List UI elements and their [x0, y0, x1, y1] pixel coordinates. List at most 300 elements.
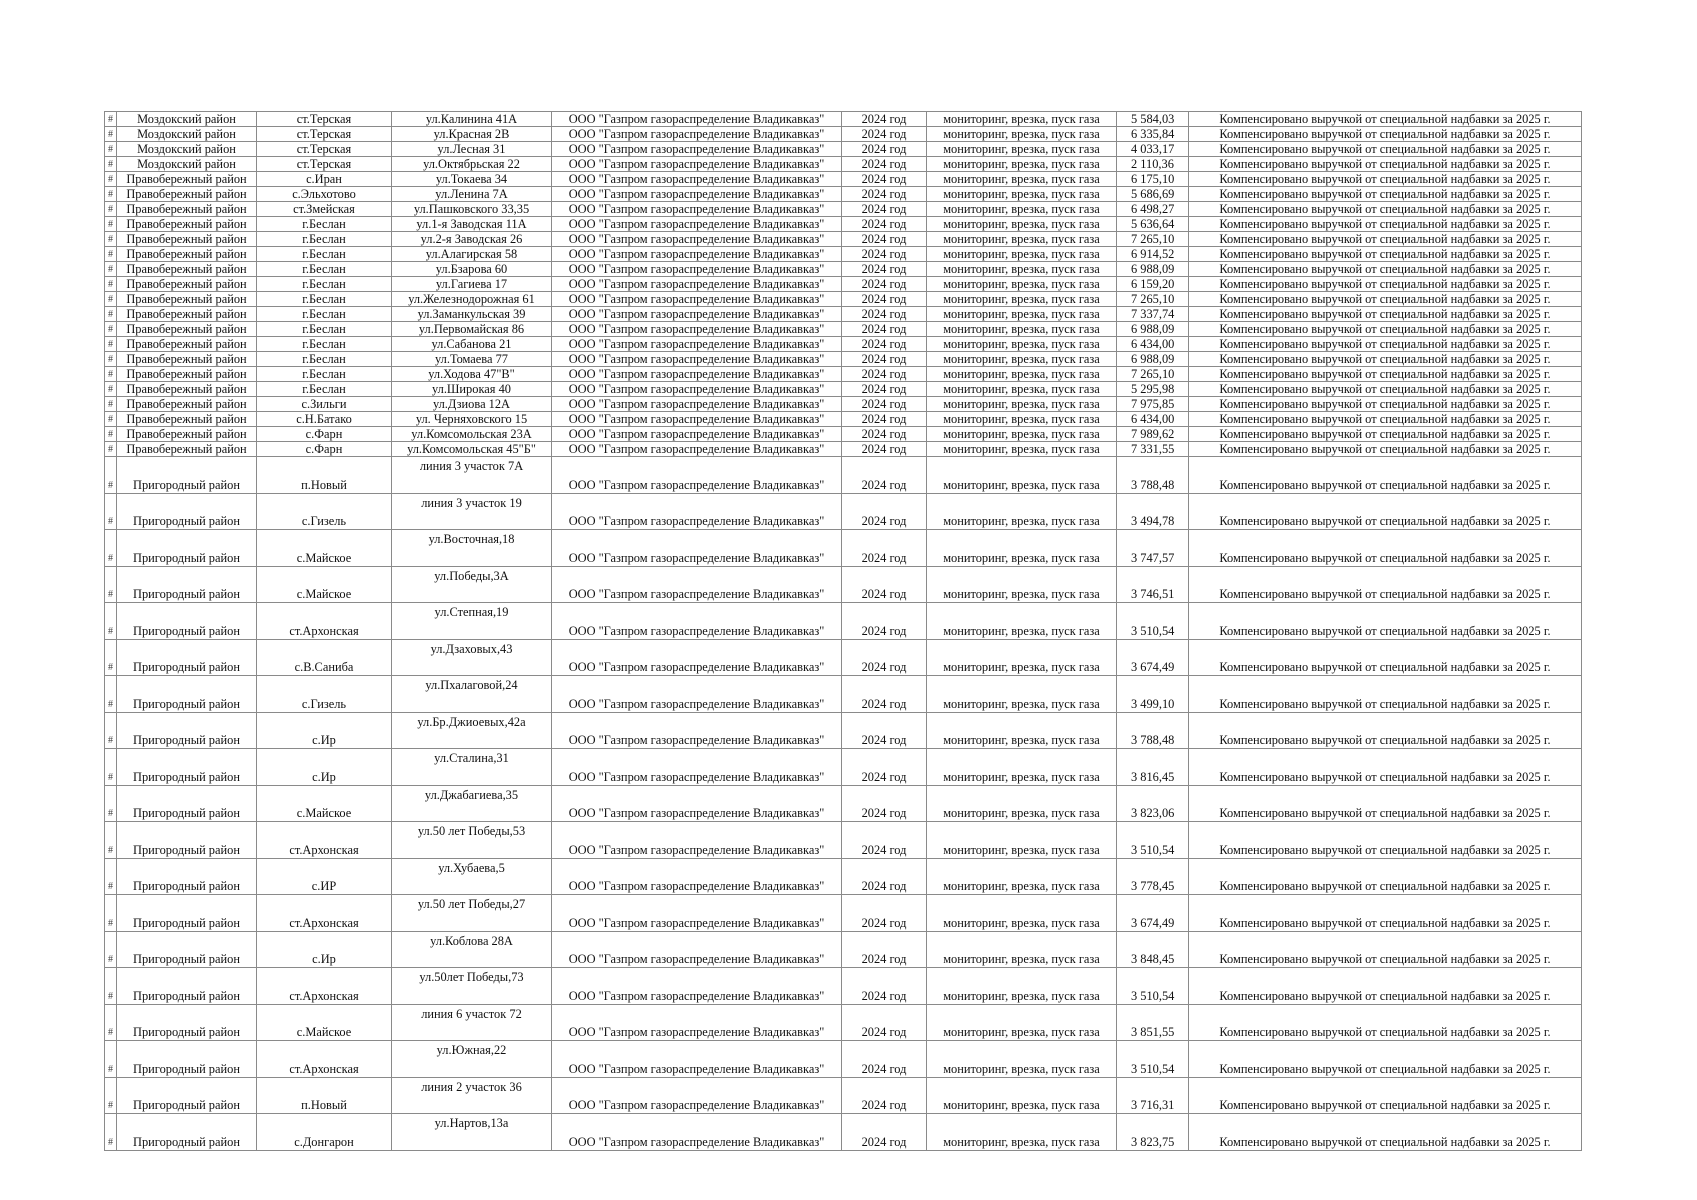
works-cell: мониторинг, врезка, пуск газа	[927, 1114, 1117, 1151]
works-cell: мониторинг, врезка, пуск газа	[927, 931, 1117, 968]
works-cell: мониторинг, врезка, пуск газа	[927, 337, 1117, 352]
locality-cell: г.Беслан	[257, 307, 392, 322]
locality-cell: г.Беслан	[257, 322, 392, 337]
locality-cell: с.Иран	[257, 172, 392, 187]
works-cell: мониторинг, врезка, пуск газа	[927, 639, 1117, 676]
locality-cell: с.ИР	[257, 858, 392, 895]
locality-cell: г.Беслан	[257, 382, 392, 397]
district-cell: Правобережный район	[117, 247, 257, 262]
works-cell: мониторинг, врезка, пуск газа	[927, 566, 1117, 603]
funding-source-cell: Компенсировано выручкой от специальной надбавки за 2025 г.	[1189, 676, 1582, 713]
district-cell: Пригородный район	[117, 968, 257, 1005]
organization-cell: ООО "Газпром газораспределение Владикавказ"	[552, 457, 842, 494]
district-cell: Пригородный район	[117, 712, 257, 749]
table-row	[105, 247, 1582, 262]
funding-source-cell: Компенсировано выручкой от специальной надбавки за 2025 г.	[1189, 1041, 1582, 1078]
table-row	[105, 712, 1582, 749]
organization-cell: ООО "Газпром газораспределение Владикавказ"	[552, 968, 842, 1005]
organization-cell: ООО "Газпром газораспределение Владикавказ"	[552, 397, 842, 412]
row-marker: #	[105, 493, 117, 530]
organization-cell: ООО "Газпром газораспределение Владикавказ"	[552, 337, 842, 352]
district-cell: Правобережный район	[117, 202, 257, 217]
amount-cell: 3 788,48	[1117, 457, 1189, 494]
district-cell: Правобережный район	[117, 262, 257, 277]
locality-cell: с.Фарн	[257, 442, 392, 457]
funding-source-cell: Компенсировано выручкой от специальной надбавки за 2025 г.	[1189, 566, 1582, 603]
amount-cell: 3 816,45	[1117, 749, 1189, 786]
district-cell: Пригородный район	[117, 639, 257, 676]
row-marker: #	[105, 172, 117, 187]
funding-source-cell: Компенсировано выручкой от специальной надбавки за 2025 г.	[1189, 202, 1582, 217]
district-cell: Пригородный район	[117, 822, 257, 859]
organization-cell: ООО "Газпром газораспределение Владикавказ"	[552, 1077, 842, 1114]
address-cell: ул.Бр.Джиоевых,42а	[392, 712, 552, 749]
works-cell: мониторинг, врезка, пуск газа	[927, 412, 1117, 427]
works-cell: мониторинг, врезка, пуск газа	[927, 112, 1117, 127]
year-cell: 2024 год	[842, 202, 927, 217]
amount-cell: 5 295,98	[1117, 382, 1189, 397]
amount-cell: 3 823,75	[1117, 1114, 1189, 1151]
amount-cell: 3 510,54	[1117, 1041, 1189, 1078]
row-marker: #	[105, 1004, 117, 1041]
organization-cell: ООО "Газпром газораспределение Владикавказ"	[552, 112, 842, 127]
table-row	[105, 172, 1582, 187]
works-cell: мониторинг, врезка, пуск газа	[927, 1041, 1117, 1078]
year-cell: 2024 год	[842, 1077, 927, 1114]
table-row	[105, 566, 1582, 603]
locality-cell: г.Беслан	[257, 277, 392, 292]
works-cell: мониторинг, врезка, пуск газа	[927, 367, 1117, 382]
funding-source-cell: Компенсировано выручкой от специальной надбавки за 2025 г.	[1189, 968, 1582, 1005]
amount-cell: 7 337,74	[1117, 307, 1189, 322]
locality-cell: с.Майское	[257, 566, 392, 603]
locality-cell: г.Беслан	[257, 247, 392, 262]
amount-cell: 3 716,31	[1117, 1077, 1189, 1114]
address-cell: ул.Заманкульская 39	[392, 307, 552, 322]
organization-cell: ООО "Газпром газораспределение Владикавказ"	[552, 232, 842, 247]
row-marker: #	[105, 352, 117, 367]
amount-cell: 7 975,85	[1117, 397, 1189, 412]
row-marker: #	[105, 127, 117, 142]
works-cell: мониторинг, врезка, пуск газа	[927, 530, 1117, 567]
amount-cell: 6 335,84	[1117, 127, 1189, 142]
district-cell: Правобережный район	[117, 217, 257, 232]
table-row	[105, 603, 1582, 640]
works-cell: мониторинг, врезка, пуск газа	[927, 968, 1117, 1005]
year-cell: 2024 год	[842, 157, 927, 172]
funding-source-cell: Компенсировано выручкой от специальной надбавки за 2025 г.	[1189, 292, 1582, 307]
works-cell: мониторинг, врезка, пуск газа	[927, 822, 1117, 859]
address-cell: ул.Пхалаговой,24	[392, 676, 552, 713]
amount-cell: 5 584,03	[1117, 112, 1189, 127]
year-cell: 2024 год	[842, 187, 927, 202]
address-cell: линия 6 участок 72	[392, 1004, 552, 1041]
amount-cell: 5 636,64	[1117, 217, 1189, 232]
funding-source-cell: Компенсировано выручкой от специальной надбавки за 2025 г.	[1189, 895, 1582, 932]
row-marker: #	[105, 1077, 117, 1114]
locality-cell: с.Гизель	[257, 676, 392, 713]
table-row	[105, 530, 1582, 567]
organization-cell: ООО "Газпром газораспределение Владикавказ"	[552, 493, 842, 530]
organization-cell: ООО "Газпром газораспределение Владикавказ"	[552, 442, 842, 457]
address-cell: ул.Широкая 40	[392, 382, 552, 397]
row-marker: #	[105, 968, 117, 1005]
table-row	[105, 1004, 1582, 1041]
funding-source-cell: Компенсировано выручкой от специальной надбавки за 2025 г.	[1189, 367, 1582, 382]
locality-cell: ст.Архонская	[257, 1041, 392, 1078]
year-cell: 2024 год	[842, 895, 927, 932]
amount-cell: 7 989,62	[1117, 427, 1189, 442]
district-cell: Правобережный район	[117, 277, 257, 292]
table-row	[105, 493, 1582, 530]
district-cell: Правобережный район	[117, 232, 257, 247]
organization-cell: ООО "Газпром газораспределение Владикавказ"	[552, 895, 842, 932]
table-row	[105, 931, 1582, 968]
funding-source-cell: Компенсировано выручкой от специальной надбавки за 2025 г.	[1189, 262, 1582, 277]
district-cell: Пригородный район	[117, 530, 257, 567]
table-row	[105, 202, 1582, 217]
locality-cell: г.Беслан	[257, 352, 392, 367]
table-row	[105, 412, 1582, 427]
district-cell: Пригородный район	[117, 1114, 257, 1151]
works-cell: мониторинг, врезка, пуск газа	[927, 1004, 1117, 1041]
funding-source-cell: Компенсировано выручкой от специальной надбавки за 2025 г.	[1189, 442, 1582, 457]
funding-source-cell: Компенсировано выручкой от специальной надбавки за 2025 г.	[1189, 931, 1582, 968]
table-row	[105, 157, 1582, 172]
district-cell: Пригородный район	[117, 785, 257, 822]
address-cell: ул.Сабанова 21	[392, 337, 552, 352]
district-cell: Правобережный район	[117, 337, 257, 352]
works-cell: мониторинг, врезка, пуск газа	[927, 749, 1117, 786]
district-cell: Правобережный район	[117, 382, 257, 397]
works-cell: мониторинг, врезка, пуск газа	[927, 712, 1117, 749]
funding-source-cell: Компенсировано выручкой от специальной надбавки за 2025 г.	[1189, 603, 1582, 640]
year-cell: 2024 год	[842, 530, 927, 567]
organization-cell: ООО "Газпром газораспределение Владикавказ"	[552, 676, 842, 713]
organization-cell: ООО "Газпром газораспределение Владикавказ"	[552, 749, 842, 786]
amount-cell: 3 848,45	[1117, 931, 1189, 968]
year-cell: 2024 год	[842, 352, 927, 367]
amount-cell: 3 510,54	[1117, 968, 1189, 1005]
locality-cell: с.Майское	[257, 785, 392, 822]
district-cell: Пригородный район	[117, 749, 257, 786]
district-cell: Моздокский район	[117, 157, 257, 172]
organization-cell: ООО "Газпром газораспределение Владикавказ"	[552, 639, 842, 676]
funding-source-cell: Компенсировано выручкой от специальной надбавки за 2025 г.	[1189, 232, 1582, 247]
year-cell: 2024 год	[842, 1114, 927, 1151]
organization-cell: ООО "Газпром газораспределение Владикавказ"	[552, 1041, 842, 1078]
table-row	[105, 427, 1582, 442]
organization-cell: ООО "Газпром газораспределение Владикавказ"	[552, 530, 842, 567]
district-cell: Правобережный район	[117, 187, 257, 202]
year-cell: 2024 год	[842, 217, 927, 232]
locality-cell: г.Беслан	[257, 367, 392, 382]
amount-cell: 3 851,55	[1117, 1004, 1189, 1041]
organization-cell: ООО "Газпром газораспределение Владикавказ"	[552, 712, 842, 749]
address-cell: ул.Дзаховых,43	[392, 639, 552, 676]
locality-cell: г.Беслан	[257, 292, 392, 307]
funding-source-cell: Компенсировано выручкой от специальной надбавки за 2025 г.	[1189, 187, 1582, 202]
district-cell: Моздокский район	[117, 127, 257, 142]
district-cell: Правобережный район	[117, 307, 257, 322]
row-marker: #	[105, 157, 117, 172]
works-cell: мониторинг, врезка, пуск газа	[927, 785, 1117, 822]
row-marker: #	[105, 822, 117, 859]
row-marker: #	[105, 457, 117, 494]
address-cell: ул. Черняховского 15	[392, 412, 552, 427]
locality-cell: г.Беслан	[257, 217, 392, 232]
district-cell: Правобережный район	[117, 292, 257, 307]
district-cell: Пригородный район	[117, 931, 257, 968]
year-cell: 2024 год	[842, 566, 927, 603]
district-cell: Пригородный район	[117, 603, 257, 640]
table-row	[105, 112, 1582, 127]
address-cell: ул.Джабагиева,35	[392, 785, 552, 822]
year-cell: 2024 год	[842, 127, 927, 142]
locality-cell: г.Беслан	[257, 232, 392, 247]
locality-cell: с.Ир	[257, 931, 392, 968]
year-cell: 2024 год	[842, 382, 927, 397]
address-cell: ул.Коблова 28А	[392, 931, 552, 968]
funding-source-cell: Компенсировано выручкой от специальной надбавки за 2025 г.	[1189, 352, 1582, 367]
address-cell: ул.1-я Заводская 11А	[392, 217, 552, 232]
table-row	[105, 322, 1582, 337]
funding-source-cell: Компенсировано выручкой от специальной надбавки за 2025 г.	[1189, 1077, 1582, 1114]
amount-cell: 3 674,49	[1117, 895, 1189, 932]
table-row	[105, 352, 1582, 367]
works-cell: мониторинг, врезка, пуск газа	[927, 1077, 1117, 1114]
row-marker: #	[105, 785, 117, 822]
year-cell: 2024 год	[842, 232, 927, 247]
year-cell: 2024 год	[842, 493, 927, 530]
locality-cell: г.Беслан	[257, 337, 392, 352]
row-marker: #	[105, 1041, 117, 1078]
organization-cell: ООО "Газпром газораспределение Владикавказ"	[552, 382, 842, 397]
table-row	[105, 262, 1582, 277]
district-cell: Правобережный район	[117, 427, 257, 442]
organization-cell: ООО "Газпром газораспределение Владикавказ"	[552, 412, 842, 427]
locality-cell: ст.Змейская	[257, 202, 392, 217]
works-cell: мониторинг, врезка, пуск газа	[927, 142, 1117, 157]
row-marker: #	[105, 397, 117, 412]
table-row	[105, 277, 1582, 292]
organization-cell: ООО "Газпром газораспределение Владикавказ"	[552, 247, 842, 262]
funding-source-cell: Компенсировано выручкой от специальной надбавки за 2025 г.	[1189, 157, 1582, 172]
row-marker: #	[105, 142, 117, 157]
address-cell: ул.Красная 2В	[392, 127, 552, 142]
row-marker: #	[105, 712, 117, 749]
locality-cell: ст.Терская	[257, 127, 392, 142]
organization-cell: ООО "Газпром газораспределение Владикавказ"	[552, 127, 842, 142]
year-cell: 2024 год	[842, 1004, 927, 1041]
organization-cell: ООО "Газпром газораспределение Владикавказ"	[552, 367, 842, 382]
year-cell: 2024 год	[842, 639, 927, 676]
organization-cell: ООО "Газпром газораспределение Владикавказ"	[552, 1114, 842, 1151]
table-row	[105, 676, 1582, 713]
locality-cell: ст.Архонская	[257, 603, 392, 640]
row-marker: #	[105, 931, 117, 968]
funding-source-cell: Компенсировано выручкой от специальной надбавки за 2025 г.	[1189, 382, 1582, 397]
year-cell: 2024 год	[842, 785, 927, 822]
works-cell: мониторинг, врезка, пуск газа	[927, 262, 1117, 277]
locality-cell: ст.Терская	[257, 112, 392, 127]
year-cell: 2024 год	[842, 457, 927, 494]
amount-cell: 3 778,45	[1117, 858, 1189, 895]
year-cell: 2024 год	[842, 968, 927, 1005]
district-cell: Правобережный район	[117, 172, 257, 187]
address-cell: ул.50 лет Победы,27	[392, 895, 552, 932]
locality-cell: п.Новый	[257, 457, 392, 494]
year-cell: 2024 год	[842, 427, 927, 442]
row-marker: #	[105, 262, 117, 277]
row-marker: #	[105, 639, 117, 676]
organization-cell: ООО "Газпром газораспределение Владикавказ"	[552, 202, 842, 217]
amount-cell: 6 498,27	[1117, 202, 1189, 217]
works-cell: мониторинг, врезка, пуск газа	[927, 676, 1117, 713]
district-cell: Правобережный район	[117, 442, 257, 457]
address-cell: ул.Южная,22	[392, 1041, 552, 1078]
amount-cell: 3 510,54	[1117, 822, 1189, 859]
row-marker: #	[105, 307, 117, 322]
locality-cell: с.Гизель	[257, 493, 392, 530]
table-row	[105, 382, 1582, 397]
address-cell: ул.Сталина,31	[392, 749, 552, 786]
funding-source-cell: Компенсировано выручкой от специальной надбавки за 2025 г.	[1189, 639, 1582, 676]
funding-source-cell: Компенсировано выручкой от специальной надбавки за 2025 г.	[1189, 822, 1582, 859]
funding-source-cell: Компенсировано выручкой от специальной надбавки за 2025 г.	[1189, 172, 1582, 187]
works-cell: мониторинг, врезка, пуск газа	[927, 217, 1117, 232]
works-cell: мониторинг, врезка, пуск газа	[927, 382, 1117, 397]
address-cell: ул.Ленина 7А	[392, 187, 552, 202]
row-marker: #	[105, 232, 117, 247]
address-cell: ул.Токаева 34	[392, 172, 552, 187]
row-marker: #	[105, 277, 117, 292]
organization-cell: ООО "Газпром газораспределение Владикавказ"	[552, 217, 842, 232]
table-row	[105, 858, 1582, 895]
year-cell: 2024 год	[842, 277, 927, 292]
year-cell: 2024 год	[842, 858, 927, 895]
organization-cell: ООО "Газпром газораспределение Владикавказ"	[552, 307, 842, 322]
works-cell: мониторинг, врезка, пуск газа	[927, 247, 1117, 262]
locality-cell: ст.Терская	[257, 142, 392, 157]
funding-source-cell: Компенсировано выручкой от специальной надбавки за 2025 г.	[1189, 307, 1582, 322]
year-cell: 2024 год	[842, 822, 927, 859]
funding-source-cell: Компенсировано выручкой от специальной надбавки за 2025 г.	[1189, 112, 1582, 127]
funding-source-cell: Компенсировано выручкой от специальной надбавки за 2025 г.	[1189, 427, 1582, 442]
address-cell: ул.Комсомольская 23А	[392, 427, 552, 442]
address-cell: ул.Гагиева 17	[392, 277, 552, 292]
organization-cell: ООО "Газпром газораспределение Владикавказ"	[552, 603, 842, 640]
row-marker: #	[105, 292, 117, 307]
district-cell: Правобережный район	[117, 367, 257, 382]
locality-cell: с.Ир	[257, 749, 392, 786]
year-cell: 2024 год	[842, 112, 927, 127]
works-cell: мониторинг, врезка, пуск газа	[927, 352, 1117, 367]
table-row	[105, 785, 1582, 822]
funding-source-cell: Компенсировано выручкой от специальной надбавки за 2025 г.	[1189, 1004, 1582, 1041]
row-marker: #	[105, 858, 117, 895]
table-row	[105, 292, 1582, 307]
district-cell: Пригородный район	[117, 457, 257, 494]
table-row	[105, 127, 1582, 142]
works-cell: мониторинг, врезка, пуск газа	[927, 457, 1117, 494]
row-marker: #	[105, 337, 117, 352]
funding-source-cell: Компенсировано выручкой от специальной надбавки за 2025 г.	[1189, 217, 1582, 232]
works-cell: мониторинг, врезка, пуск газа	[927, 307, 1117, 322]
address-cell: линия 3 участок 7А	[392, 457, 552, 494]
table-row	[105, 337, 1582, 352]
district-cell: Пригородный район	[117, 493, 257, 530]
locality-cell: с.Майское	[257, 530, 392, 567]
works-cell: мониторинг, врезка, пуск газа	[927, 493, 1117, 530]
address-cell: ул.50 лет Победы,53	[392, 822, 552, 859]
organization-cell: ООО "Газпром газораспределение Владикавказ"	[552, 858, 842, 895]
amount-cell: 2 110,36	[1117, 157, 1189, 172]
table-row	[105, 217, 1582, 232]
amount-cell: 7 265,10	[1117, 367, 1189, 382]
locality-cell: ст.Архонская	[257, 822, 392, 859]
funding-source-cell: Компенсировано выручкой от специальной надбавки за 2025 г.	[1189, 337, 1582, 352]
row-marker: #	[105, 566, 117, 603]
row-marker: #	[105, 187, 117, 202]
row-marker: #	[105, 895, 117, 932]
locality-cell: г.Беслан	[257, 262, 392, 277]
organization-cell: ООО "Газпром газораспределение Владикавказ"	[552, 427, 842, 442]
year-cell: 2024 год	[842, 931, 927, 968]
district-cell: Моздокский район	[117, 142, 257, 157]
works-cell: мониторинг, врезка, пуск газа	[927, 127, 1117, 142]
district-cell: Пригородный район	[117, 1077, 257, 1114]
district-cell: Правобережный район	[117, 397, 257, 412]
organization-cell: ООО "Газпром газораспределение Владикавказ"	[552, 352, 842, 367]
row-marker: #	[105, 217, 117, 232]
amount-cell: 6 434,00	[1117, 412, 1189, 427]
year-cell: 2024 год	[842, 307, 927, 322]
organization-cell: ООО "Газпром газораспределение Владикавказ"	[552, 931, 842, 968]
row-marker: #	[105, 427, 117, 442]
table-row	[105, 142, 1582, 157]
organization-cell: ООО "Газпром газораспределение Владикавказ"	[552, 172, 842, 187]
table-row	[105, 397, 1582, 412]
address-cell: ул.Алагирская 58	[392, 247, 552, 262]
district-cell: Правобережный район	[117, 412, 257, 427]
locality-cell: ст.Архонская	[257, 895, 392, 932]
works-cell: мониторинг, врезка, пуск газа	[927, 603, 1117, 640]
organization-cell: ООО "Газпром газораспределение Владикавказ"	[552, 822, 842, 859]
address-cell: ул.Лесная 31	[392, 142, 552, 157]
district-cell: Пригородный район	[117, 566, 257, 603]
year-cell: 2024 год	[842, 262, 927, 277]
works-cell: мониторинг, врезка, пуск газа	[927, 322, 1117, 337]
amount-cell: 3 674,49	[1117, 639, 1189, 676]
amount-cell: 6 988,09	[1117, 352, 1189, 367]
funding-source-cell: Компенсировано выручкой от специальной надбавки за 2025 г.	[1189, 277, 1582, 292]
table-row	[105, 1041, 1582, 1078]
locality-cell: с.Донгарон	[257, 1114, 392, 1151]
district-cell: Пригородный район	[117, 1004, 257, 1041]
row-marker: #	[105, 412, 117, 427]
district-cell: Пригородный район	[117, 858, 257, 895]
year-cell: 2024 год	[842, 412, 927, 427]
locality-cell: п.Новый	[257, 1077, 392, 1114]
address-cell: ул.Бзарова 60	[392, 262, 552, 277]
year-cell: 2024 год	[842, 1041, 927, 1078]
address-cell: ул.Нартов,13а	[392, 1114, 552, 1151]
amount-cell: 6 175,10	[1117, 172, 1189, 187]
locality-cell: с.Эльхотово	[257, 187, 392, 202]
works-cell: мониторинг, врезка, пуск газа	[927, 397, 1117, 412]
address-cell: ул.Калинина 41А	[392, 112, 552, 127]
